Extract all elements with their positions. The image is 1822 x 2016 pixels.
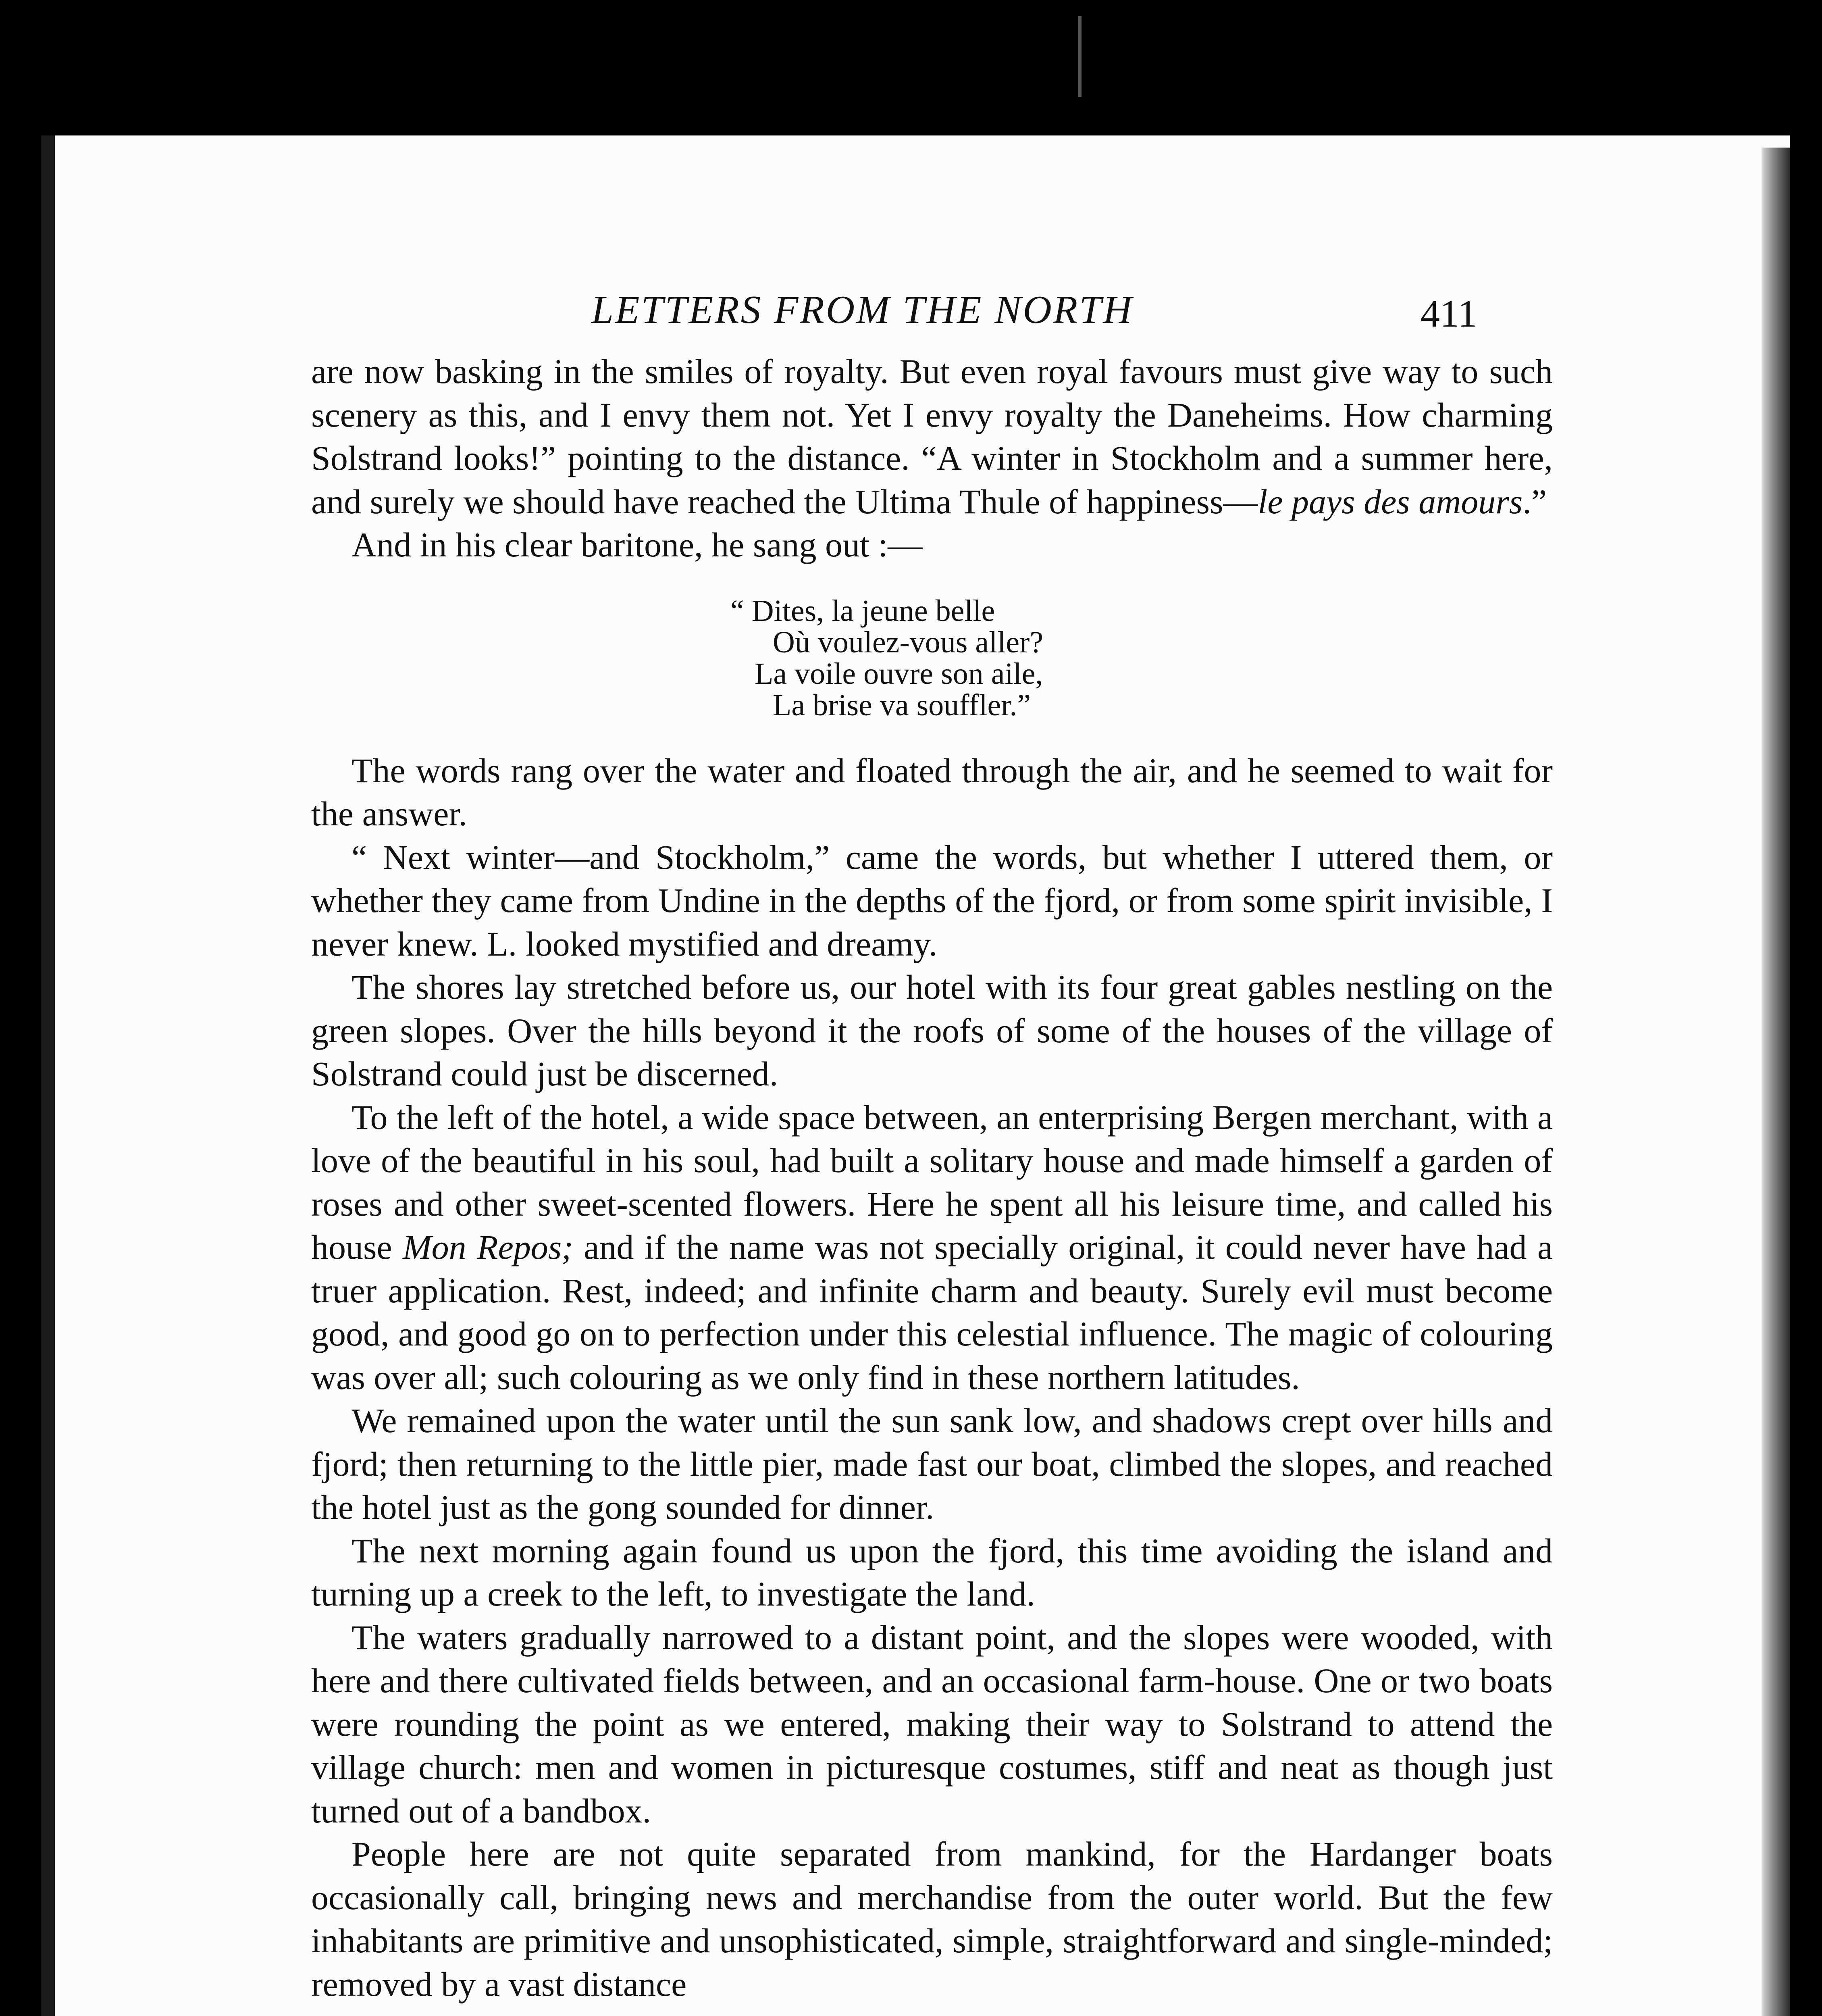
paragraph-6-end: and if the name was not specially original, it could never have had a truer application. Rest, indeed; and infinite charm and beauty. Surely evil must become good, and good go on to perfection under this celestial influence. The magic of colouring was over all; such colouring as we only find in these northern latitudes. bbox=[311, 1228, 1553, 1397]
paragraph-3: The words rang over the water and floated through the air, and he seemed to wait for the answer. bbox=[311, 751, 1553, 833]
paragraph-4: “ Next winter—and Stockholm,” came the words, but whether I uttered them, or whether they came from Undine in the depths of the fjord, or from some spirit invisible, I never knew. L. looked mystified and dreamy. bbox=[311, 837, 1553, 963]
page-right-edge bbox=[1762, 148, 1790, 2016]
running-title: LETTERS FROM THE NORTH bbox=[591, 288, 1134, 332]
paragraph-5: The shores lay stretched before us, our hotel with its four great gables nestling on the green slopes. Over the hills beyond it the roofs of some of the houses of the village of Solstrand could just be discerned. bbox=[311, 968, 1553, 1093]
paragraph-1-end: .” bbox=[1522, 482, 1547, 521]
paragraph-2: And in his clear baritone, he sang out :— bbox=[352, 525, 923, 564]
poem-line-2: Où voulez-vous aller? bbox=[773, 625, 1044, 659]
paragraph-1-italic: le pays des amours bbox=[1258, 482, 1523, 521]
page-number: 411 bbox=[1421, 292, 1477, 335]
poem-verse bbox=[311, 595, 1553, 721]
page-left-edge bbox=[41, 135, 55, 2016]
paragraph-6-text: To the left of the hotel, a wide space between, an enterprising Bergen merchant, with a love of the beautiful in his soul, had built a solitary house and made himself a garden of roses and other sweet-scented flowers. Here he spent all his leisure time, and called his house bbox=[311, 1098, 1553, 1266]
binding-mark bbox=[1078, 16, 1082, 97]
paragraph-9: The waters gradually narrowed to a distant point, and the slopes were wooded, with here and there cultivated fields between, and an occasional farm-house. One or two boats were rounding the point as we entered, making their way to Solstrand to attend the village church: men and women in picturesque costumes, stiff and neat as though just turned out of a bandbox. bbox=[311, 1618, 1553, 1830]
paragraph-10: People here are not quite separated from mankind, for the Hardanger boats occasionally call, bringing news and merchandise from the outer world. But the few inhabitants are primitive and unsophisticated, simple, straightforward and single-minded; removed by a vast distance bbox=[311, 1835, 1553, 2004]
paragraph-6 bbox=[311, 1096, 1553, 1400]
body-text bbox=[311, 350, 1553, 2006]
poem-line-3: La voile ouvre son aile, bbox=[755, 656, 1043, 691]
paragraph-1-text: are now basking in the smiles of royalty. But even royal favours must give way to such scenery as this, and I envy them not. Yet I envy royalty the Daneheims. How charming Solstrand looks!” pointing to the distance. “A winter in Stockholm and a summer here, and surely we should have reached the Ultima Thule of happiness— bbox=[311, 352, 1553, 521]
poem-line-4: La brise va souffler.” bbox=[773, 688, 1031, 722]
paragraph-8: The next morning again found us upon the fjord, this time avoiding the island and turning up a creek to the left, to investigate the land. bbox=[311, 1531, 1553, 1613]
paragraph-6-italic: Mon Repos; bbox=[403, 1228, 573, 1266]
paragraph-7: We remained upon the water until the sun sank low, and shadows crept over hills and fjord; then returning to the little pier, made fast our boat, climbed the slopes, and reached the hotel just as the gong sounded for dinner. bbox=[311, 1401, 1553, 1527]
paragraph-1 bbox=[311, 350, 1553, 523]
book-page bbox=[41, 135, 1790, 2016]
running-header bbox=[41, 287, 1790, 335]
poem-line-1: “ Dites, la jeune belle bbox=[730, 594, 995, 628]
